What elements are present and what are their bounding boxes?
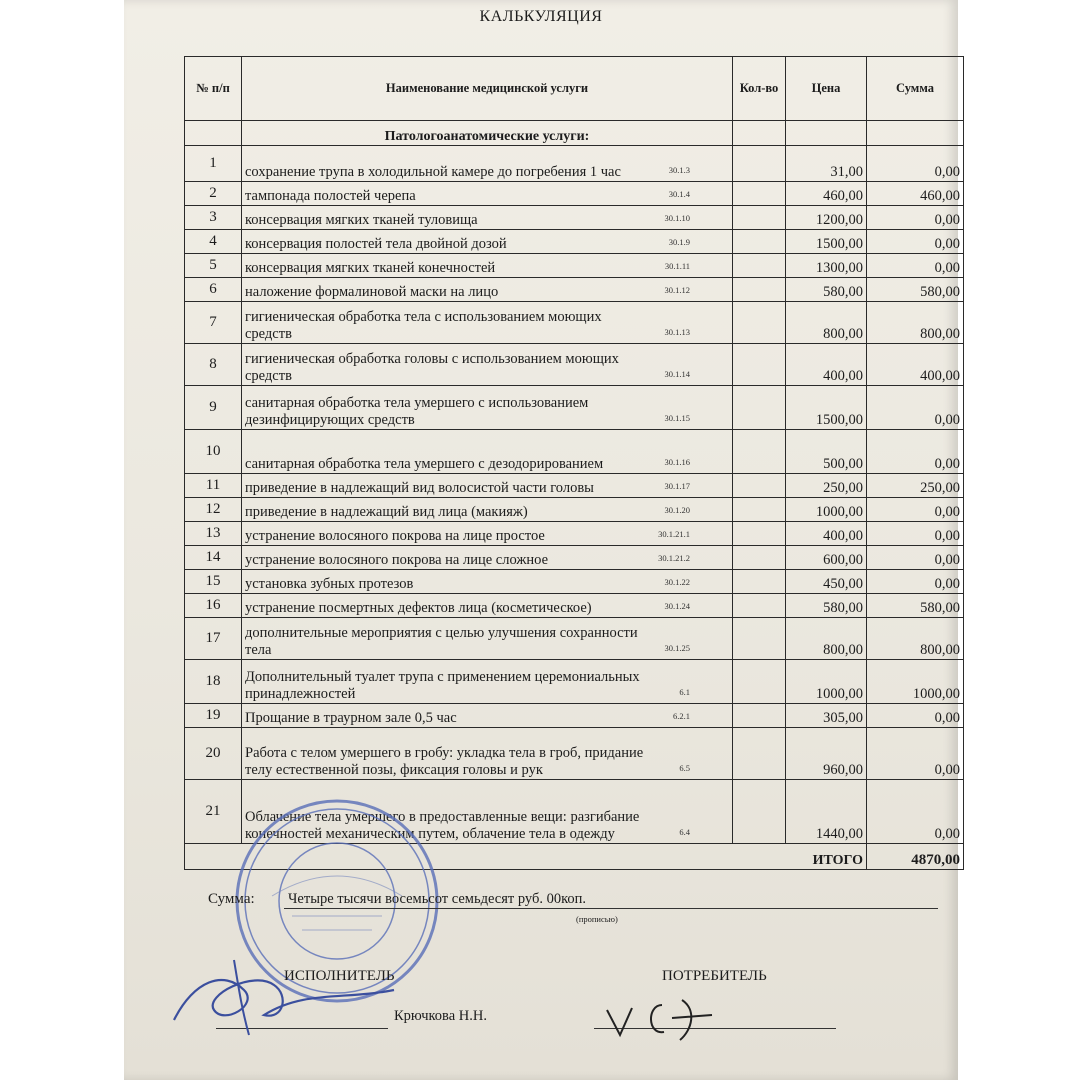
row-sum: 0,00 — [867, 230, 964, 254]
row-service-name — [242, 206, 733, 230]
row-quantity — [733, 618, 786, 660]
service-name-text: консервация мягких тканей конечностей — [245, 260, 496, 276]
service-name-text: гигиеническая обработка головы с использованием моющих средств — [245, 351, 619, 384]
row-quantity — [733, 474, 786, 498]
row-sum: 0,00 — [867, 206, 964, 230]
row-service-name — [242, 146, 733, 182]
table-row — [185, 570, 964, 594]
service-code: 30.1.17 — [664, 481, 690, 491]
service-code: 30.1.15 — [664, 413, 690, 423]
service-name-text: установка зубных протезов — [245, 576, 414, 592]
row-service-name — [242, 660, 733, 704]
service-code: 30.1.9 — [668, 237, 690, 247]
row-sum: 0,00 — [867, 570, 964, 594]
service-code: 30.1.3 — [668, 165, 690, 175]
service-code: 30.1.21.2 — [658, 553, 690, 563]
section-row — [185, 121, 964, 146]
row-quantity — [733, 302, 786, 344]
row-service-name — [242, 498, 733, 522]
row-service-name — [242, 474, 733, 498]
row-number: 18 — [185, 660, 242, 704]
row-number: 12 — [185, 498, 242, 522]
table-row — [185, 546, 964, 570]
sum-in-words: Четыре тысячи восемьсот семьдесят руб. 00коп. — [284, 891, 938, 909]
row-quantity — [733, 780, 786, 844]
row-number: 11 — [185, 474, 242, 498]
row-service-name — [242, 728, 733, 780]
row-number: 4 — [185, 230, 242, 254]
row-sum: 0,00 — [867, 146, 964, 182]
row-number: 3 — [185, 206, 242, 230]
row-quantity — [733, 206, 786, 230]
service-name-text: устранение волосяного покрова на лице простое — [245, 528, 545, 544]
row-number: 6 — [185, 278, 242, 302]
executor-signature-icon — [164, 950, 404, 1040]
background-right — [958, 0, 1080, 1080]
executor-label: ИСПОЛНИТЕЛЬ — [284, 968, 395, 984]
row-price: 1500,00 — [786, 230, 867, 254]
row-quantity — [733, 660, 786, 704]
table-row — [185, 344, 964, 386]
table-row — [185, 254, 964, 278]
executor-name: Крючкова Н.Н. — [394, 1008, 487, 1024]
service-name-text: наложение формалиновой маски на лицо — [245, 284, 499, 300]
row-sum: 0,00 — [867, 522, 964, 546]
service-name-text: Дополнительный туалет трупа с применением церемониальных принадлежностей — [245, 669, 640, 702]
row-service-name — [242, 618, 733, 660]
service-code: 30.1.24 — [664, 601, 690, 611]
table-row — [185, 302, 964, 344]
row-quantity — [733, 498, 786, 522]
row-number: 8 — [185, 344, 242, 386]
row-number: 7 — [185, 302, 242, 344]
row-quantity — [733, 254, 786, 278]
row-sum: 460,00 — [867, 182, 964, 206]
row-number: 16 — [185, 594, 242, 618]
table-row — [185, 618, 964, 660]
row-service-name — [242, 182, 733, 206]
service-name-text: санитарная обработка тела умершего с дезодорированием — [245, 456, 604, 472]
row-quantity — [733, 704, 786, 728]
table-row — [185, 660, 964, 704]
sum-words-caption: (прописью) — [576, 914, 618, 924]
service-name-text: тампонада полостей черепа — [245, 188, 416, 204]
header-qty: Кол-во — [733, 57, 786, 121]
row-sum: 0,00 — [867, 386, 964, 430]
background-left — [0, 0, 124, 1080]
table-row — [185, 430, 964, 474]
service-code: 30.1.12 — [664, 285, 690, 295]
service-code: 30.1.22 — [664, 577, 690, 587]
row-number: 20 — [185, 728, 242, 780]
table-row — [185, 704, 964, 728]
row-price: 1000,00 — [786, 660, 867, 704]
row-price: 1500,00 — [786, 386, 867, 430]
table-row — [185, 206, 964, 230]
row-quantity — [733, 182, 786, 206]
service-code: 30.1.14 — [664, 369, 690, 379]
service-name-text: консервация мягких тканей туловища — [245, 212, 478, 228]
service-name-text: устранение посмертных дефектов лица (косметическое) — [245, 600, 592, 616]
row-price: 1000,00 — [786, 498, 867, 522]
table-row — [185, 386, 964, 430]
header-sum: Сумма — [867, 57, 964, 121]
table-row — [185, 182, 964, 206]
total-value: 4870,00 — [867, 844, 964, 870]
row-price: 450,00 — [786, 570, 867, 594]
service-code: 30.1.21.1 — [658, 529, 690, 539]
row-sum: 0,00 — [867, 254, 964, 278]
service-code: 30.1.10 — [664, 213, 690, 223]
row-price: 460,00 — [786, 182, 867, 206]
service-name-text: санитарная обработка тела умершего с использованием дезинфицирующих средств — [245, 395, 589, 428]
row-sum: 0,00 — [867, 728, 964, 780]
row-service-name — [242, 522, 733, 546]
service-name-text: приведение в надлежащий вид лица (макияж) — [245, 504, 528, 520]
row-price: 800,00 — [786, 618, 867, 660]
row-price: 500,00 — [786, 430, 867, 474]
document-title: КАЛЬКУЛЯЦИЯ — [479, 8, 603, 25]
row-price: 600,00 — [786, 546, 867, 570]
row-sum: 400,00 — [867, 344, 964, 386]
row-number: 2 — [185, 182, 242, 206]
consumer-signature-icon — [602, 990, 762, 1050]
service-code: 6.1 — [679, 687, 690, 697]
row-sum: 580,00 — [867, 594, 964, 618]
row-sum: 0,00 — [867, 704, 964, 728]
row-service-name — [242, 344, 733, 386]
row-price: 580,00 — [786, 594, 867, 618]
row-sum: 250,00 — [867, 474, 964, 498]
row-sum: 0,00 — [867, 780, 964, 844]
row-price: 305,00 — [786, 704, 867, 728]
row-price: 1300,00 — [786, 254, 867, 278]
row-sum: 0,00 — [867, 498, 964, 522]
row-quantity — [733, 594, 786, 618]
row-quantity — [733, 430, 786, 474]
row-number: 14 — [185, 546, 242, 570]
row-quantity — [733, 230, 786, 254]
row-service-name — [242, 430, 733, 474]
row-quantity — [733, 278, 786, 302]
service-name-text: гигиеническая обработка тела с использованием моющих средств — [245, 309, 602, 342]
service-code: 6.2.1 — [673, 711, 690, 721]
row-price: 960,00 — [786, 728, 867, 780]
service-code: 30.1.11 — [664, 261, 690, 271]
row-price: 250,00 — [786, 474, 867, 498]
row-sum: 800,00 — [867, 302, 964, 344]
row-service-name — [242, 570, 733, 594]
sum-label: Сумма: — [208, 891, 255, 907]
row-service-name — [242, 594, 733, 618]
calculation-table — [184, 56, 964, 870]
row-price: 400,00 — [786, 522, 867, 546]
table-row — [185, 522, 964, 546]
row-number: 19 — [185, 704, 242, 728]
header-name: Наименование медицинской услуги — [242, 57, 733, 121]
row-service-name — [242, 704, 733, 728]
row-price: 800,00 — [786, 302, 867, 344]
row-sum: 1000,00 — [867, 660, 964, 704]
row-number: 13 — [185, 522, 242, 546]
table-row — [185, 594, 964, 618]
service-code: 30.1.20 — [664, 505, 690, 515]
service-code: 30.1.16 — [664, 457, 690, 467]
row-quantity — [733, 386, 786, 430]
row-number: 21 — [185, 780, 242, 844]
total-label: ИТОГО — [185, 844, 867, 870]
service-code: 30.1.13 — [664, 327, 690, 337]
row-service-name — [242, 302, 733, 344]
row-quantity — [733, 522, 786, 546]
row-sum: 800,00 — [867, 618, 964, 660]
document-page — [124, 0, 958, 1080]
row-sum: 0,00 — [867, 546, 964, 570]
service-name-text: консервация полостей тела двойной дозой — [245, 236, 507, 252]
row-service-name — [242, 278, 733, 302]
row-price: 400,00 — [786, 344, 867, 386]
row-price: 1440,00 — [786, 780, 867, 844]
row-number: 9 — [185, 386, 242, 430]
row-service-name — [242, 546, 733, 570]
service-name-text: сохранение трупа в холодильной камере до погребения 1 час — [245, 164, 621, 180]
row-number: 1 — [185, 146, 242, 182]
row-sum: 580,00 — [867, 278, 964, 302]
service-name-text: приведение в надлежащий вид волосистой части головы — [245, 480, 594, 496]
row-sum: 0,00 — [867, 430, 964, 474]
header-num: № п/п — [185, 57, 242, 121]
table-row — [185, 728, 964, 780]
row-quantity — [733, 344, 786, 386]
row-number: 10 — [185, 430, 242, 474]
row-number: 15 — [185, 570, 242, 594]
table-row — [185, 146, 964, 182]
consumer-label: ПОТРЕБИТЕЛЬ — [662, 968, 767, 984]
table-row — [185, 278, 964, 302]
service-name-text: Работа с телом умершего в гробу: укладка тела в гроб, придание телу естественной позы, фиксация головы и рук — [245, 745, 644, 778]
row-quantity — [733, 570, 786, 594]
row-quantity — [733, 546, 786, 570]
row-quantity — [733, 146, 786, 182]
section-title: Патологоанатомические услуги: — [242, 121, 733, 146]
row-price: 1200,00 — [786, 206, 867, 230]
service-code: 6.4 — [679, 827, 690, 837]
service-name-text: Облачение тела умершего в предоставленные вещи: разгибание конечностей механическим путем, облачение тела в одежду — [245, 809, 640, 842]
row-quantity — [733, 728, 786, 780]
service-name-text: дополнительные мероприятия с целью улучшения сохранности тела — [245, 625, 638, 658]
row-service-name — [242, 230, 733, 254]
service-name-text: устранение волосяного покрова на лице сложное — [245, 552, 548, 568]
service-name-text: Прощание в траурном зале 0,5 час — [245, 710, 457, 726]
row-price: 31,00 — [786, 146, 867, 182]
table-header-row — [185, 57, 964, 121]
table-row — [185, 230, 964, 254]
row-number: 5 — [185, 254, 242, 278]
row-service-name — [242, 254, 733, 278]
service-code: 30.1.25 — [664, 643, 690, 653]
row-number: 17 — [185, 618, 242, 660]
row-price: 580,00 — [786, 278, 867, 302]
table-row — [185, 474, 964, 498]
row-service-name — [242, 386, 733, 430]
service-code: 6.5 — [679, 763, 690, 773]
header-price: Цена — [786, 57, 867, 121]
service-code: 30.1.4 — [668, 189, 690, 199]
table-row — [185, 498, 964, 522]
